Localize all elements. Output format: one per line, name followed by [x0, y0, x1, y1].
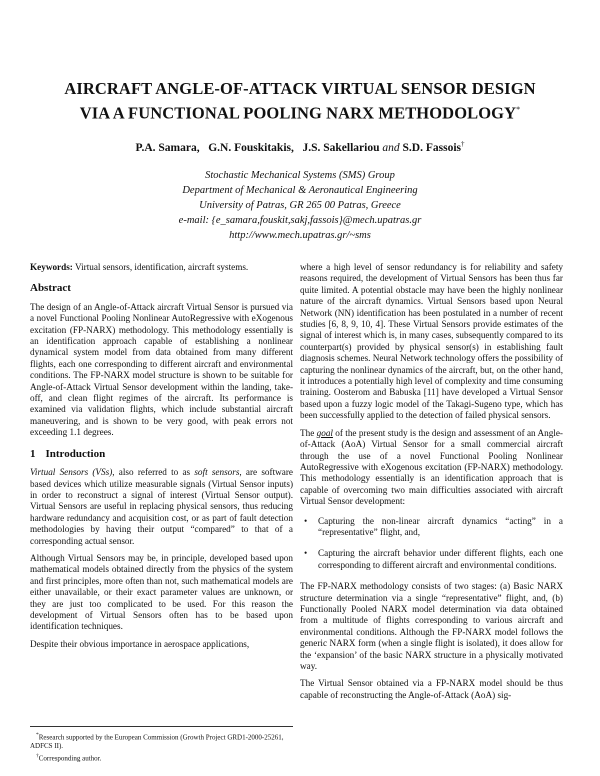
term-soft-sensors: soft sensors: [194, 467, 240, 478]
title-footnote-mark: *: [516, 105, 521, 114]
intro-paragraph-1: [30, 467, 293, 547]
footnote-1-mark: *: [36, 732, 39, 738]
paper-title: [20, 78, 580, 124]
keywords-label: Keywords:: [30, 262, 73, 272]
bullet-icon: •: [304, 515, 308, 526]
bullet-icon: •: [304, 548, 308, 559]
title-line-2-text: VIA A FUNCTIONAL POOLING NARX METHODOLOGY: [79, 103, 517, 123]
affiliation-university: University of Patras, GR 265 00 Patras, Greece: [199, 200, 401, 211]
term-virtual-sensors: Virtual Sensors (VSs): [30, 467, 113, 478]
right-p2-text-b: of the present study is the design and assessment of an Angle-of-Attack (AoA) Virtual Sensor for a small commercial aircraft through the use of a novel Functional Pooling Nonlinear AutoRegressive with eXogenous excitation (FP-NARX) methodology. This methodology essentially is an identification approach that is capable of overcoming two main difficulties associated with aircraft Virtual Sensor development:: [300, 427, 563, 507]
abstract-heading: Abstract: [30, 282, 71, 295]
footnote-2-mark: †: [36, 753, 39, 760]
keywords: [30, 262, 293, 273]
affiliation-block: [20, 168, 580, 243]
term-goal: goal: [316, 427, 333, 438]
abstract-text: The design of an Angle-of-Attack aircraft Virtual Sensor is pursued via a novel Functional Pooling Nonlinear AutoRegressive with eXogenous excitation (FP-NARX) methodology. This methodology essentially is an identification approach capable of establishing a nonlinear dynamical system model from data obtained from many different flights, each one corresponding to different aircraft and environmental conditions. The FP-NARX model structure is shown to be suitable for Angle-of-Attack Virtual Sensor development within the landing, take-off, and clean flight regimes of the aircraft. Its performance is examined via validation flights, which include substantial aircraft maneuvering, and is shown to be very good, with peak errors not exceeding 1.1 degrees.: [30, 301, 293, 438]
footnote-1: [30, 731, 293, 751]
list-item: [300, 516, 563, 539]
intro-p1-text-b: , are software based devices which utilize measurable signals (Virtual Sensor inputs) in order to reconstruct a signal of interest (Virtual Sensor output). Virtual Sensors are useful in replacing physical sensors, thus reducing hardware redundancy and acquisition cost, or as part of fault detection methodologies by having their output “compared” to that of a corresponding actual sensor.: [30, 467, 293, 546]
bullet-text-1: Capturing the non-linear aircraft dynamics “acting” in a “representative” flight, and,: [318, 515, 563, 537]
footnote-2: [30, 752, 293, 763]
title-line-1: AIRCRAFT ANGLE-OF-ATTACK VIRTUAL SENSOR DESIGN: [64, 79, 536, 98]
author-conjunction: and: [382, 141, 400, 154]
intro-section-number: 1: [30, 447, 36, 460]
right-paragraph-3: The FP-NARX methodology consists of two stages: (a) Basic NARX structure determination via a single “representative” flight, and, (b) Functionally Pooled NARX model determination via data obtained from a multitude of flights corresponding to various aircraft and environmental conditions. Although the FP-NARX model follows the generic NARX form (when a single flight is isolated), it does allow for the ‘expansion’ of the basic NARX structure in a physically motivated way.: [300, 581, 563, 671]
affiliation-url: http://www.mech.upatras.gr/~sms: [229, 230, 371, 241]
author-list: [20, 140, 580, 154]
right-paragraph-1: where a high level of sensor redundancy is for reliability and safety reasons required, the development of Virtual Sensors has been thus far quite limited. A potential obstacle may have been the highly nonlinear nature of the aircraft dynamics. Virtual Sensors based upon Neural Network (NN) identification has been postulated in a number of recent studies [6, 8, 9, 10, 4]. These Virtual Sensors provide estimates of the signal of interest which is, in many cases, subsequently compared to its counterpart(s) provided by physical sensor(s) in establishing fault diagnosis schemes. Neural Network technology offers the possibility of capturing the nonlinear dynamics of the aircraft, but, on the other hand, it introduces a potentially high level of complexity and time consuming training. Oosterom and Babuska [11] have developed a Virtual Sensor based upon a fuzzy logic model of the Takagi-Sugeno type, which has been successfully applied to the detection of failed physical sensors.: [300, 262, 563, 421]
intro-p1-text-a: , also referred to as: [112, 467, 195, 478]
author-3: J.S. Sakellariou: [302, 141, 380, 154]
author-2: G.N. Fouskitakis,: [208, 141, 294, 154]
right-column: [300, 262, 563, 707]
footnote-2-text: Corresponding author.: [38, 754, 102, 763]
author-4: S.D. Fassois: [402, 141, 461, 154]
corresponding-author-mark: †: [461, 140, 465, 148]
keywords-text: Virtual sensors, identification, aircraft systems.: [75, 262, 249, 272]
affiliation-group: Stochastic Mechanical Systems (SMS) Group: [205, 170, 395, 181]
left-column: [30, 262, 293, 656]
affiliation-email: e-mail: {e_samara,fouskit,sakj,fassois}@mech.upatras.gr: [178, 215, 422, 226]
bullet-list: [300, 516, 563, 572]
title-line-2: [20, 99, 580, 124]
right-p2-text-a: The: [300, 427, 317, 438]
affiliation-department: Department of Mechanical & Aeronautical Engineering: [182, 185, 418, 196]
intro-paragraph-2: Although Virtual Sensors may be, in principle, developed based upon mathematical models obtained directly from the physics of the system and first principles, more often than not, such mathematical models are either unavailable, or their exact parameter values are unknown, or they are just too complicated to be used. For this reason the development of Virtual Sensors often has to be based upon identification techniques.: [30, 552, 293, 632]
author-1: P.A. Samara,: [135, 141, 200, 154]
bullet-text-2: Capturing the aircraft behavior under different flights, each one corresponding to different aircraft and environmental conditions.: [318, 548, 563, 570]
footnotes: [30, 726, 293, 765]
right-paragraph-4: The Virtual Sensor obtained via a FP-NARX model should be thus capable of reconstructing the Angle-of-Attack (AoA) sig-: [300, 678, 563, 700]
intro-section-title: Introduction: [45, 447, 106, 460]
list-item: [300, 548, 563, 571]
footnote-1-text: Research supported by the European Commission (Growth Project GRD1-2000-25261, ADFCS II).: [30, 733, 284, 751]
right-paragraph-2: [300, 428, 563, 508]
intro-paragraph-3: Despite their obvious importance in aerospace applications,: [30, 638, 250, 649]
intro-heading: [30, 449, 293, 460]
